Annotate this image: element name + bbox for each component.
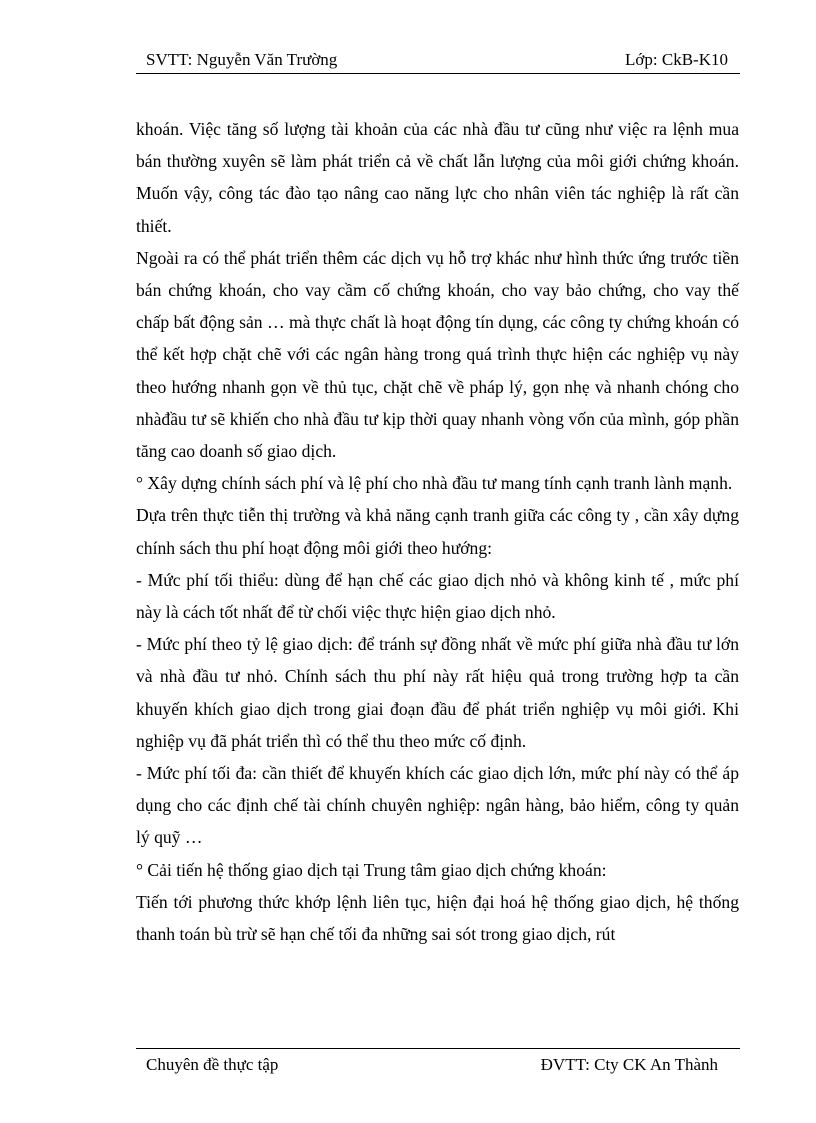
footer-title: Chuyên đề thực tập (146, 1055, 279, 1074)
body-text (136, 113, 739, 950)
paragraph: Dựa trên thực tiễn thị trường và khả năng cạnh tranh giữa các công ty , cần xây dựng chính sách thu phí hoạt động môi giới theo hướng: (136, 505, 739, 558)
paragraph: Tiến tới phương thức khớp lệnh liên tục, hiện đại hoá hệ thống giao dịch, hệ thống thanh toán bù trừ sẽ hạn chế tối đa những sai sót trong giao dịch, rút (136, 891, 739, 945)
heading-fee-policy: ° Xây dựng chính sách phí và lệ phí cho nhà đầu tư mang tính cạnh tranh lành mạnh. (136, 473, 733, 494)
header-student: SVTT: Nguyễn Văn Trường (146, 50, 338, 69)
header-class: Lớp: CkB-K10 (625, 50, 728, 69)
paragraph: Ngoài ra có thể phát triển thêm các dịch vụ hỗ trợ khác như hình thức ứng trước tiền bán chứng khoán, cho vay cầm cố chứng khoán, cho vay bảo chứng, cho vay thế chấp bất động sản … mà thực chất là hoạt động tín dụng, các công ty chứng khoán có thể kết hợp chặt chẽ với các ngân hàng trong quá trình thực hiện các nghiệp vụ này theo hướng nhanh gọn về thủ tục, chặt chẽ về pháp lý, gọn nhẹ và nhanh chóng cho nhàđầu tư sẽ khiến cho nhà đầu tư kịp thời quay nhanh vòng vốn của mình, góp phần tăng cao doanh số giao dịch. (136, 247, 739, 462)
list-item: - Mức phí tối thiểu: dùng để hạn chế các giao dịch nhỏ và không kinh tế , mức phí này là cách tốt nhất để từ chối việc thực hiện giao dịch nhỏ. (136, 569, 739, 623)
paragraph: khoán. Việc tăng số lượng tài khoản của các nhà đầu tư cũng như việc ra lệnh mua bán thường xuyên sẽ làm phát triển cả về chất lẫn lượng của môi giới chứng khoán. Muốn vậy, công tác đào tạo nâng cao năng lực cho nhân viên tác nghiệp là rất cần thiết. (136, 119, 739, 236)
page-footer (136, 1048, 740, 1079)
page-header (136, 49, 740, 74)
list-item: - Mức phí tối đa: cần thiết để khuyến khích các giao dịch lớn, mức phí này có thể áp dụng cho các định chế tài chính chuyên nghiệp: ngân hàng, bảo hiểm, công ty quản lý quỹ … (136, 763, 739, 848)
heading-trading-system: ° Cải tiến hệ thống giao dịch tại Trung tâm giao dịch chứng khoán: (136, 859, 607, 880)
list-item: - Mức phí theo tỷ lệ giao dịch: để tránh sự đồng nhất về mức phí giữa nhà đầu tư lớn và nhà đầu tư nhỏ. Chính sách thu phí này rất hiệu quả trong trường hợp ta cần khuyến khích giao dịch trong giai đoạn đầu để phát triển nghiệp vụ môi giới. Khi nghiệp vụ đã phát triển thì có thể thu theo mức cố định. (136, 634, 739, 751)
footer-unit: ĐVTT: Cty CK An Thành (540, 1055, 718, 1074)
